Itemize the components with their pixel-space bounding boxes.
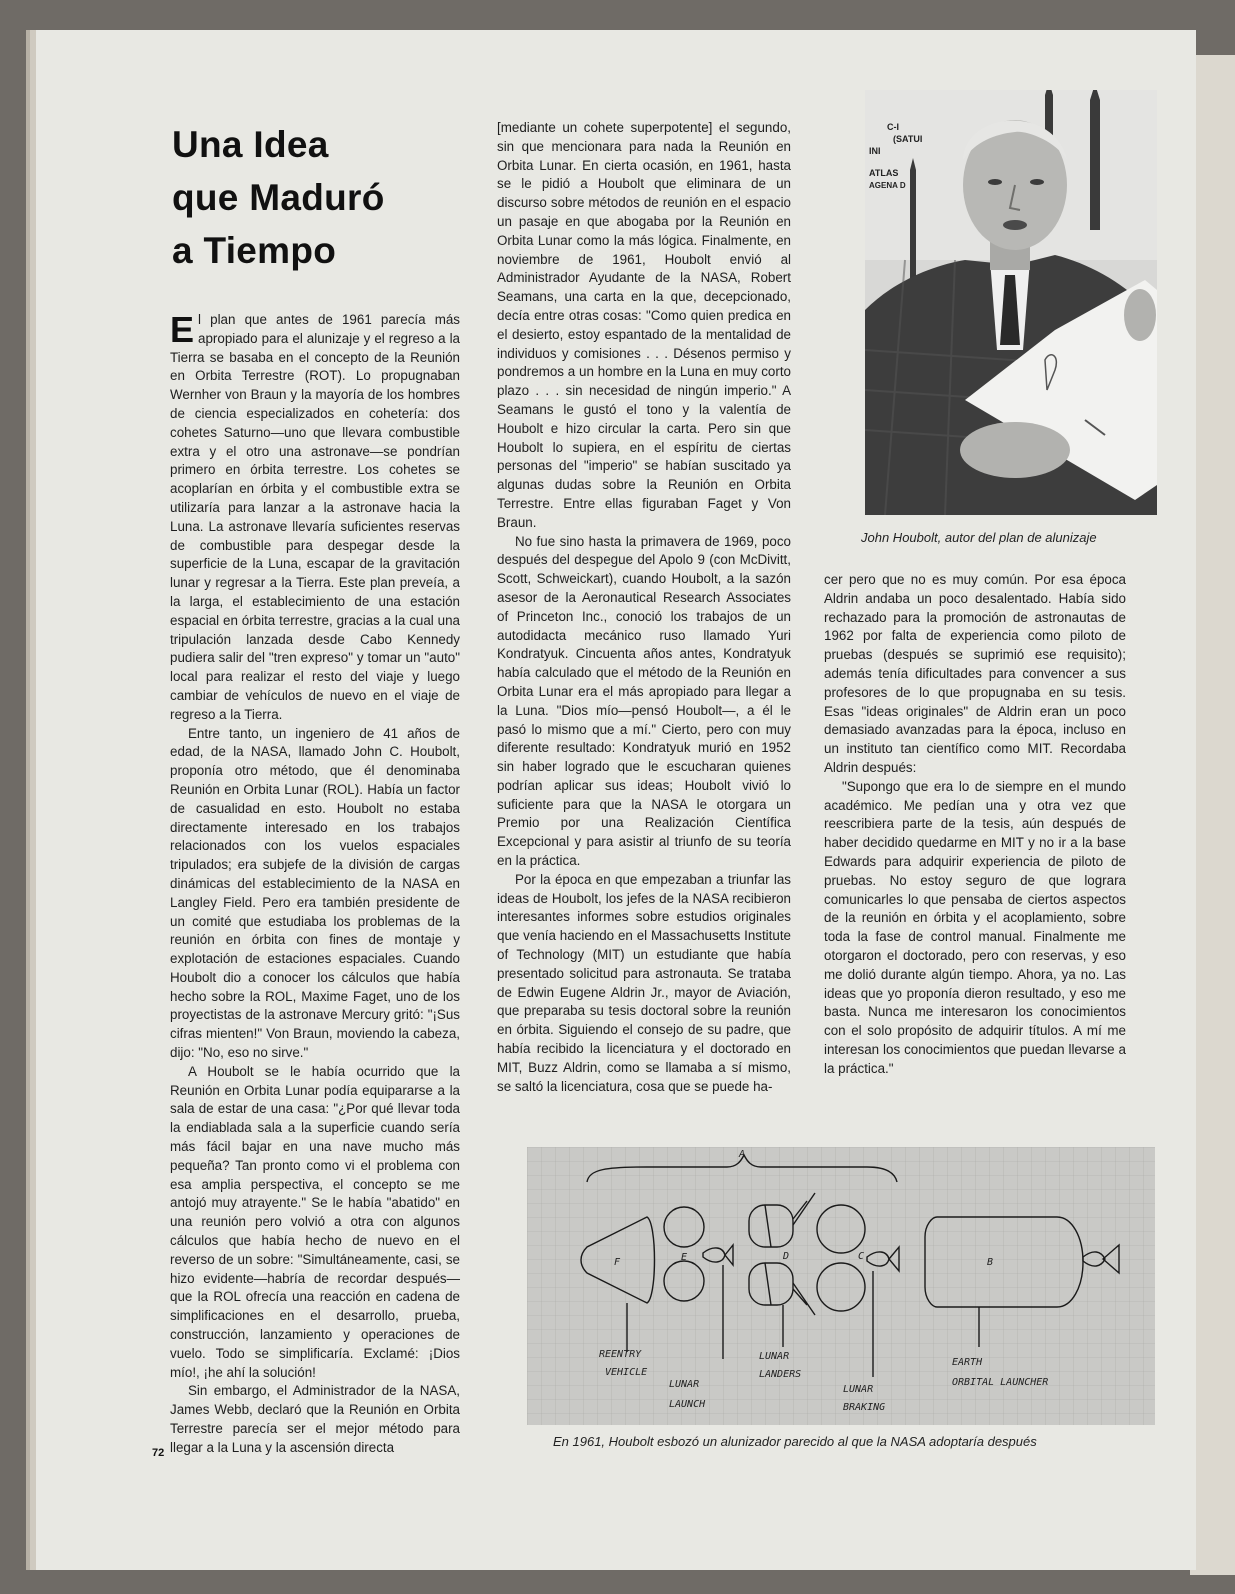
wall-label-agena: AGENA D — [869, 181, 906, 190]
title-line-2: que Maduró — [172, 177, 385, 218]
label-d: D — [783, 1251, 790, 1262]
photo-caption: John Houbolt, autor del plan de alunizaje — [861, 530, 1097, 545]
photo-illustration — [865, 90, 1157, 515]
text-column-2 — [497, 119, 791, 1096]
paragraph-text: l plan que antes de 1961 parecía más apropiado para el alunizaje y el regreso a la Tierra se basaba en el concepto de la Reunión en Orbita Terrestre (ROT). Lo propugnaban Wernher von Braun y la mayoría de los hombres de ciencia especializados en cohetería: dos cohetes Saturno—uno que llevara combustible extra y el otro una astronave—se pondrían primero en órbita terrestre. Los cohetes se acoplarían en órbita y el combustible extra se utilizaría para lanzar a la astronave hacia la Luna. La astronave llevaría suficientes reservas de combustible para despegar desde la superficie de la Luna, escapar de la gravitación lunar y regresar a la Tierra. Este plan preveía, a la larga, el establecimiento de una estación espacial en órbita terrestre, gracias a la cual una tripulación lanzada desde Cabo Kennedy pudiera salir del "tren expreso" y tomar un "auto" local para realizar el resto del viaje y luego cambiar de vehículos de nuevo en el viaje de regreso a la Tierra. — [170, 312, 460, 722]
text-column-1 — [170, 311, 460, 1458]
annotation-earth-2: ORBITAL LAUNCHER — [952, 1377, 1049, 1388]
facing-page-edge — [1190, 55, 1235, 1575]
annotation-reentry-1: REENTRY — [599, 1349, 642, 1360]
paragraph: [mediante un cohete superpotente] el segundo, sin que mencionara para nada la Reunión en Orbita Lunar. En cierta ocasión, en 1961, hasta se le pidió a Houbolt que eliminara de un discurso sobre métodos de reunión en el espacio un pasaje en que abogaba por la Reunión en Orbita Lunar como la más lógica. Finalmente, en noviembre de 1961, Houbolt envió al Administrador Ayudante de la NASA, Robert Seamans, una carta en la que, decepcionado, decía entre otras cosas: "Como quien predica en el desierto, estoy espantado de la mentalidad de individuos y comisiones . . . Désenos permiso y pondremos a un hombre en la Luna en muy corto plazo . . . sin necesidad de ningún imperio." A Seamans le gustó el tono y la valentía de Houbolt e hizo circular la carta. Pero sin que Houbolt lo supiera, en el espíritu de ciertas personas del "imperio" se habían suscitado ya algunas dudas sobre la Reunión en Orbita Terrestre. Entre ellas figuraban Faget y Von Braun. — [497, 120, 791, 530]
title-line-3: a Tiempo — [172, 230, 337, 271]
title-line-1: Una Idea — [172, 124, 329, 165]
paragraph: Entre tanto, un ingeniero de 41 años de edad, de la NASA, llamado John C. Houbolt, proponía otro método, que él denominaba Reunión en Orbita Lunar (ROL). Había un factor de casualidad en esto. Houbolt no estaba directamente interesado en los trabajos relacionados con los vuelos espaciales tripulados; era subjefe de la división de cargas dinámicas del establecimiento de la NASA en Langley Field. Pero era también presidente de un comité que estudiaba los problemas de la reunión en órbita con fines de montaje y explotación de estaciones espaciales. Cuando Houbolt dio a conocer los cálculos que había hecho sobre la ROL, Maxime Faget, uno de los proyectistas de la astronave Mercury gritó: "¡Sus cifras mienten!" Von Braun, moviendo la cabeza, dijo: "No, eso no sirve." — [170, 725, 460, 1061]
paragraph — [170, 311, 460, 725]
wall-label-atlas: ATLAS — [869, 168, 899, 178]
paragraph: "Supongo que era lo de siempre en el mundo académico. Me pedían una y otra vez que reescribiera parte de la tesis, aún después de haber decidido quedarme en MIT y no ir a la base Edwards para adquirir experiencia de piloto de pruebas. No estoy seguro de que lograra comunicarles lo que pensaba de ciertos aspectos de la reunión en órbita y el acoplamiento, sobre toda la fase de control manual. Finalmente me otorgaron el doctorado, pero con reservas, y eso me dolió durante algún tiempo. Ahora, ya no. Las ideas que yo proponía dieron resultado, y eso me basta. Nunca me interesaron los conocimientos con el solo propósito de adquirir títulos. A mí me interesan los conocimientos que puedan llevarse a la práctica." — [824, 778, 1126, 1076]
text-column-3 — [824, 571, 1126, 1079]
article-title — [172, 118, 385, 277]
sketch-drawing — [527, 1147, 1155, 1425]
page-number: 72 — [152, 1447, 165, 1459]
annotation-braking-2: BRAKING — [843, 1402, 886, 1413]
paragraph: Por la época en que empezaban a triunfar las ideas de Houbolt, los jefes de la NASA recibieron interesantes informes sobre estudios originales que venía haciendo en el Massachusetts Institute of Technology (MIT) un estudiante que había presentado solicitud para astronauta. Se trataba de Edwin Eugene Aldrin Jr., mayor de Aviación, que preparaba su tesis doctoral sobre la reunión en órbita. Siguiendo el consejo de su padre, que había recibido la licenciatura y el doctorado en MIT, Buzz Aldrin, como se llamaba a sí mismo, se saltó la licenciatura, cosa que se puede ha- — [497, 871, 791, 1094]
diagram-caption: En 1961, Houbolt esbozó un alunizador parecido al que la NASA adoptaría después — [553, 1434, 1037, 1449]
paragraph: Sin embargo, el Administrador de la NASA, James Webb, declaró que la Reunión en Orbita Terrestre parecía ser el mejor método para llegar a la Luna y la ascensión directa — [170, 1383, 460, 1455]
houbolt-photo — [865, 90, 1157, 515]
label-c: C — [858, 1251, 865, 1262]
paragraph: No fue sino hasta la primavera de 1969, poco después del despegue del Apolo 9 (con McDivitt, Scott, Schweickart), cuando Houbolt, a la sazón asesor de la Aeronautical Research Associates of Princeton Inc., conoció los trabajos de un autodidacta mecánico ruso llamado Yuri Kondratyuk. Cincuenta años antes, Kondratyuk había calculado que el método de la Reunión en Orbita Lunar era el más apropiado para llegar a la Luna. "Dios mío—pensó Houbolt—, a él le pasó lo mismo que a mí." Cierto, pero con muy diferente resultado: Kondratyuk murió en 1952 sin haber logrado que le escucharan quienes podrían aplicar sus ideas; Houbolt vivió lo suficiente para que la NASA le otorgara un Premio por una Realización Científica Excepcional y para asistir al triunfo de su teoría en la práctica. — [497, 533, 791, 869]
label-f: F — [614, 1257, 621, 1268]
paragraph: A Houbolt se le había ocurrido que la Reunión en Orbita Lunar podía equipararse a la sala de estar de una casa: "¿Por qué llevar toda la endiablada sala a la superficie cuando sería más fácil bajar en una nave mucho más pequeña? Tan pronto como vi el problema con esa amplia perspectiva, el concepto se me antojó muy atrayente." Se le había "abatido" en una reunión pero volvió a otra con algunos cálculos que había hecho de nuevo en el reverso de un sobre: "Simultáneamente, casi, se hizo evidente—habría de recordar después—que la ROL ofrecía una reacción en cadena de simplificaciones en el desarrollo, prueba, construcción, lanzamiento y operaciones de vuelo. Todo se simplificaría. Exclamé: ¡Dios mío!, ¡he ahí la solución! — [170, 1063, 460, 1380]
label-a: A — [739, 1149, 746, 1160]
annotation-launch-1: LUNAR — [669, 1379, 700, 1390]
annotation-launch-2: LAUNCH — [669, 1399, 706, 1410]
wall-label-ini: INI — [869, 146, 881, 156]
annotation-landers-2: LANDERS — [759, 1369, 802, 1380]
paragraph: cer pero que no es muy común. Por esa época Aldrin andaba un poco desalentado. Había sido rechazado para la promoción de astronautas de 1962 por falta de experiencia como piloto de pruebas (después se suprimió ese requisito); además tenía dificultades para convencer a sus profesores de lo que propugnaba en su tesis. Esas "ideas originales" de Aldrin eran un poco demasiado avanzadas para la época, incluso en un instituto tan científico como MIT. Recordaba Aldrin después: — [824, 572, 1126, 775]
drop-cap: E — [170, 309, 195, 350]
annotation-reentry-2: VEHICLE — [605, 1367, 648, 1378]
wall-label-satur: (SATUI — [893, 134, 923, 144]
annotation-earth-1: EARTH — [952, 1357, 983, 1368]
annotation-braking-1: LUNAR — [843, 1384, 874, 1395]
wall-label-c1: C-I — [887, 122, 899, 132]
annotation-landers-1: LUNAR — [759, 1351, 790, 1362]
lunar-lander-sketch — [527, 1147, 1155, 1425]
label-e: E — [681, 1252, 688, 1263]
label-b: B — [987, 1257, 994, 1268]
